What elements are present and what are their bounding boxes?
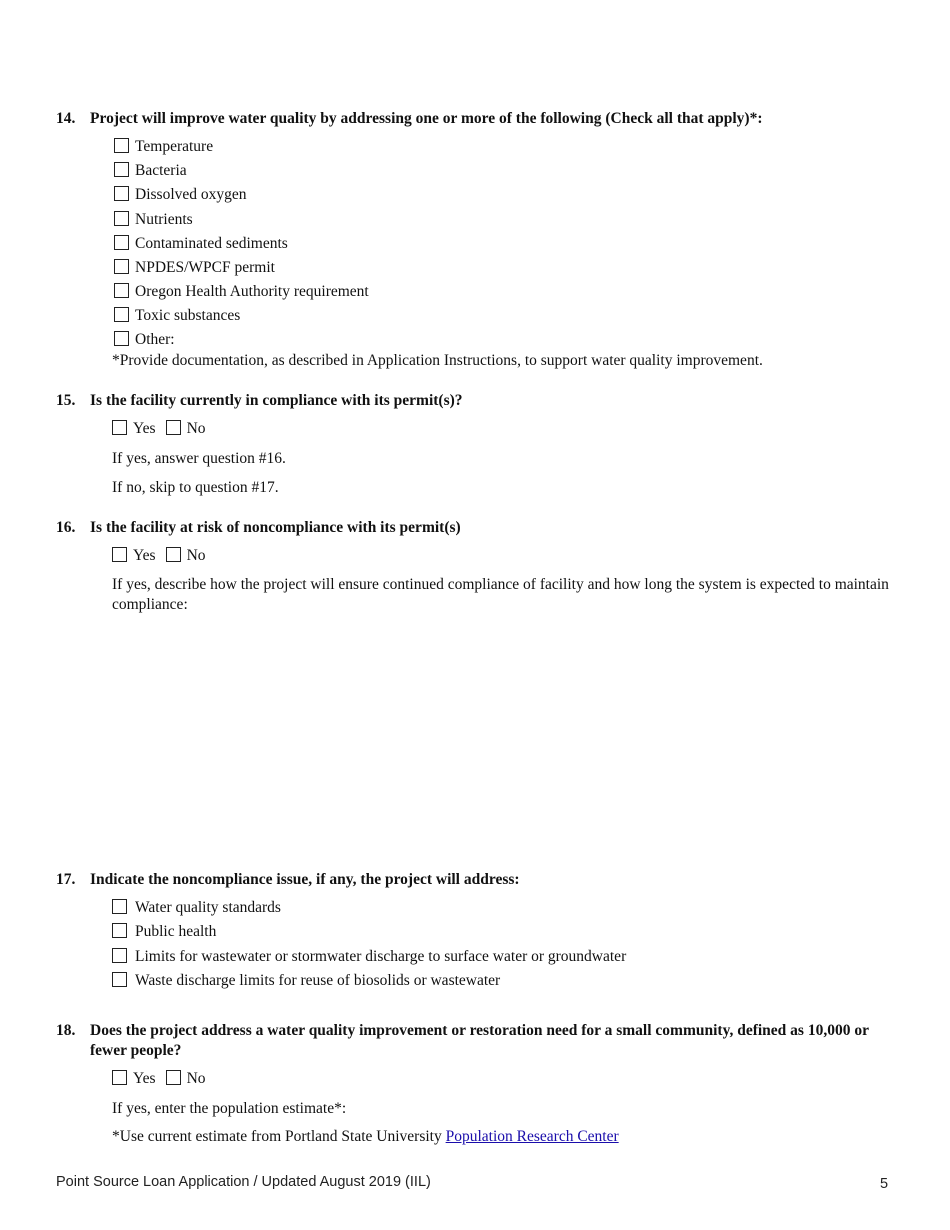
yes-label: Yes — [133, 420, 156, 437]
checkbox-no[interactable] — [166, 420, 181, 435]
option-nutrients[interactable] — [114, 210, 193, 230]
option-label: Oregon Health Authority requirement — [135, 283, 369, 300]
checkbox-yes[interactable] — [112, 547, 127, 562]
no-label: No — [186, 547, 206, 564]
checkbox[interactable] — [114, 283, 129, 298]
option-label: Dissolved oxygen — [135, 186, 247, 203]
option-contaminated-sediments[interactable] — [114, 234, 288, 254]
checkbox[interactable] — [112, 972, 127, 987]
option-label: Contaminated sediments — [135, 235, 288, 252]
option-oha-requirement[interactable] — [114, 282, 369, 302]
question-text: Is the facility at risk of noncompliance with its permit(s) — [90, 519, 461, 536]
q15-note-no: If no, skip to question #17. — [112, 479, 279, 496]
checkbox[interactable] — [112, 899, 127, 914]
option-toxic-substances[interactable] — [114, 306, 240, 326]
option-public-health[interactable] — [112, 922, 216, 942]
q14-note: *Provide documentation, as described in Application Instructions, to support water quality improvement. — [112, 352, 763, 369]
checkbox[interactable] — [114, 331, 129, 346]
checkbox[interactable] — [114, 235, 129, 250]
yes-label: Yes — [133, 1070, 156, 1087]
checkbox[interactable] — [114, 307, 129, 322]
option-bacteria[interactable] — [114, 161, 187, 181]
option-water-quality-standards[interactable] — [112, 898, 281, 918]
q15-note-yes: If yes, answer question #16. — [112, 450, 286, 467]
checkbox-yes[interactable] — [112, 420, 127, 435]
population-research-center-link[interactable]: Population Research Center — [445, 1128, 619, 1145]
option-label: NPDES/WPCF permit — [135, 259, 275, 276]
question-number: 16. — [56, 519, 76, 536]
checkbox[interactable] — [114, 186, 129, 201]
q18-yes-no — [112, 1069, 206, 1089]
option-label: Temperature — [135, 138, 214, 155]
question-text: Does the project address a water quality improvement or restoration need for a small community, defined as 10,000 or fewer people? — [90, 1022, 869, 1059]
checkbox[interactable] — [114, 138, 129, 153]
option-temperature[interactable] — [114, 137, 213, 157]
option-label: Bacteria — [135, 162, 187, 179]
q18-note-population: If yes, enter the population estimate*: — [112, 1100, 347, 1117]
q16-yes-no — [112, 546, 206, 566]
option-discharge-limits[interactable] — [112, 947, 626, 967]
question-number: 17. — [56, 871, 76, 888]
option-label: Water quality standards — [135, 899, 281, 916]
option-label: Public health — [135, 923, 217, 940]
no-label: No — [186, 1070, 206, 1087]
option-label: Nutrients — [135, 211, 193, 228]
checkbox[interactable] — [114, 211, 129, 226]
question-number: 15. — [56, 392, 76, 409]
footer-text: Point Source Loan Application / Updated August 2019 (IIL) — [56, 1174, 431, 1190]
q18-note-source — [112, 1127, 619, 1147]
option-npdes-wpcf-permit[interactable] — [114, 258, 275, 278]
option-label: Waste discharge limits for reuse of biosolids or wastewater — [135, 972, 501, 989]
option-label: Toxic substances — [135, 307, 241, 324]
option-label: Other: — [135, 331, 175, 348]
option-label: Limits for wastewater or stormwater discharge to surface water or groundwater — [135, 948, 627, 965]
question-text: Project will improve water quality by addressing one or more of the following (Check all that apply)*: — [90, 110, 763, 127]
question-number: 14. — [56, 110, 76, 127]
checkbox[interactable] — [112, 923, 127, 938]
option-waste-discharge-reuse[interactable] — [112, 971, 500, 991]
no-label: No — [186, 420, 206, 437]
checkbox[interactable] — [112, 948, 127, 963]
question-text: Is the facility currently in compliance with its permit(s)? — [90, 392, 463, 409]
yes-label: Yes — [133, 547, 156, 564]
option-other[interactable] — [114, 330, 175, 350]
checkbox-no[interactable] — [166, 1070, 181, 1085]
q15-yes-no — [112, 419, 206, 439]
checkbox[interactable] — [114, 259, 129, 274]
source-text: *Use current estimate from Portland State University — [112, 1128, 446, 1145]
checkbox[interactable] — [114, 162, 129, 177]
checkbox-yes[interactable] — [112, 1070, 127, 1085]
q16-note: If yes, describe how the project will ensure continued compliance of facility and how long the system is expected to maintain compliance: — [112, 576, 889, 613]
question-number: 18. — [56, 1022, 76, 1039]
page-number: 5 — [880, 1176, 889, 1192]
question-text: Indicate the noncompliance issue, if any, the project will address: — [90, 871, 520, 888]
option-dissolved-oxygen[interactable] — [114, 185, 247, 205]
checkbox-no[interactable] — [166, 547, 181, 562]
